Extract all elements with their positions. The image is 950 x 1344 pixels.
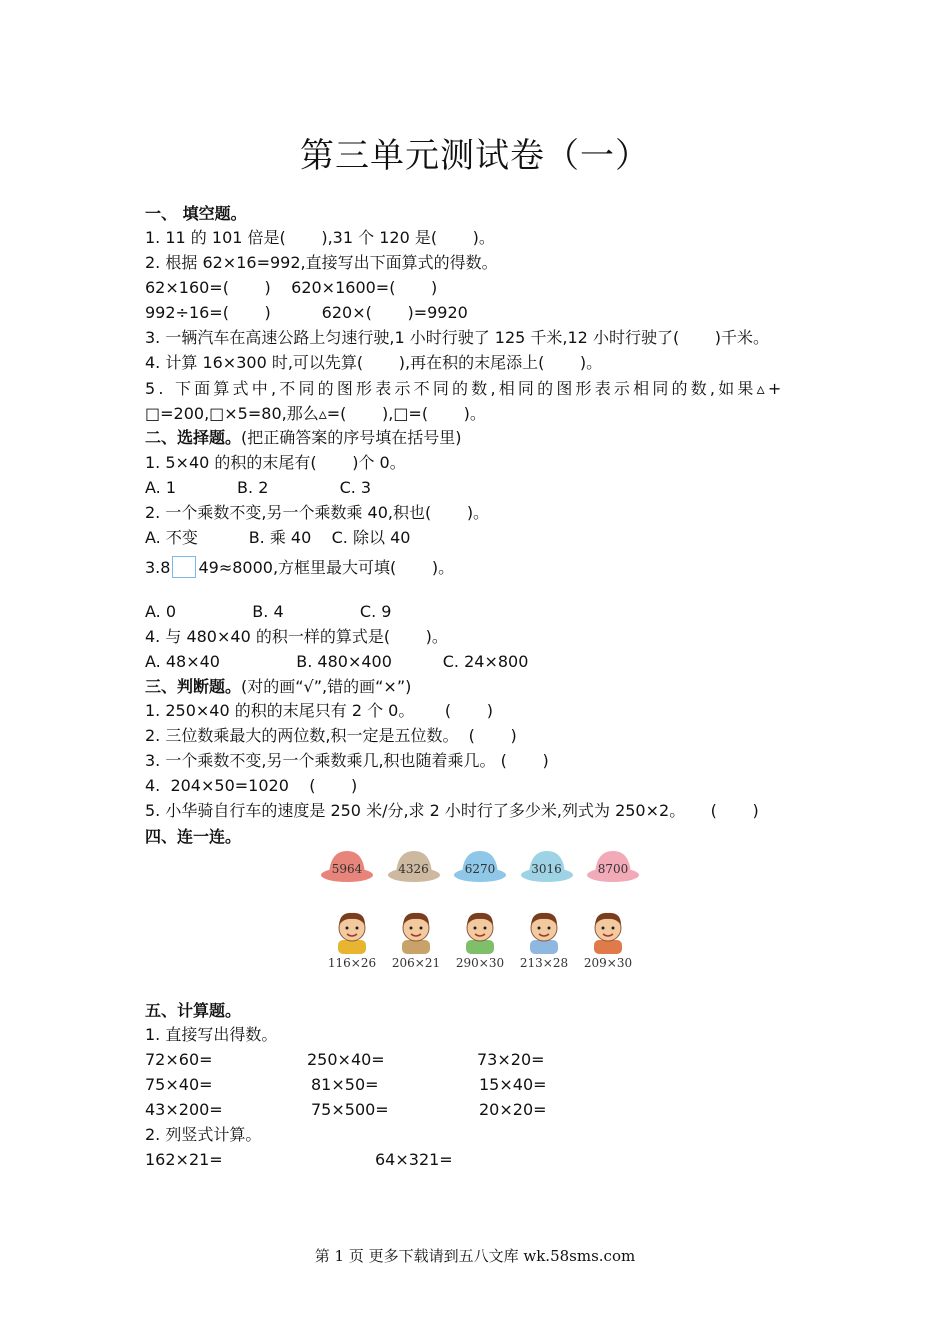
question-part: 3.8 [145, 558, 171, 577]
calc-item: 43×200= [145, 1100, 223, 1119]
kid-shirt [466, 940, 494, 954]
hat-item [520, 845, 574, 885]
kid-expression: 290×30 [455, 956, 505, 970]
kid-expression: 213×28 [519, 956, 569, 970]
section-heading-note: (对的画“√”,错的画“×”) [241, 677, 412, 696]
question-line: 3. 一辆汽车在高速公路上匀速行驶,1 小时行驶了 125 千米,12 小时行驶了( )千米。 [145, 328, 770, 347]
question-line: 1. 250×40 的积的末尾只有 2 个 0。 ( ) [145, 701, 493, 720]
kid-item [320, 908, 384, 976]
hat-number: 6270 [464, 862, 496, 876]
options-line: A. 0 B. 4 C. 9 [145, 602, 392, 621]
kid-item [448, 908, 512, 976]
section-heading-label: 二、选择题。 [145, 428, 242, 447]
question-line: 4. 计算 16×300 时,可以先算( ),再在积的末尾添上( )。 [145, 353, 603, 372]
section-heading-judge [145, 676, 411, 698]
hat-item [453, 845, 507, 885]
kid-expression: 209×30 [583, 956, 633, 970]
vertical-calc-item: 64×321= [375, 1150, 453, 1169]
question-line: 62×160=( ) 620×1600=( ) [145, 278, 438, 297]
section-heading-choice [145, 427, 462, 449]
section-heading-match: 四、连一连。 [145, 827, 242, 846]
hat-item [320, 845, 374, 885]
question-line: □=200,□×5=80,那么▵=( ),□=( )。 [145, 404, 486, 423]
calc-item: 72×60= [145, 1050, 213, 1069]
hat-row [320, 845, 640, 890]
kid-expression: 206×21 [391, 956, 441, 970]
options-line: A. 1 B. 2 C. 3 [145, 478, 372, 497]
hat-number: 5964 [331, 862, 363, 876]
kid-shirt [338, 940, 366, 954]
kid-row [320, 908, 640, 976]
options-line: A. 48×40 B. 480×400 C. 24×800 [145, 652, 529, 671]
calc-item: 81×50= [311, 1075, 379, 1094]
kid-item [576, 908, 640, 976]
question-line: 992÷16=( ) 620×( )=9920 [145, 303, 468, 322]
question-line: 4. 与 480×40 的积一样的算式是( )。 [145, 627, 448, 646]
question-line: 1. 5×40 的积的末尾有( )个 0。 [145, 453, 406, 472]
kid-shirt [402, 940, 430, 954]
question-line: 4. 204×50=1020 ( ) [145, 776, 358, 795]
kid-shirt [594, 940, 622, 954]
answer-box [172, 556, 196, 578]
hat-number: 4326 [398, 862, 429, 876]
page-title: 第三单元测试卷（一） [300, 136, 650, 176]
hat-number: 8700 [597, 862, 629, 876]
calc-item: 250×40= [307, 1050, 385, 1069]
kid-expression: 116×26 [327, 956, 377, 970]
hat-item [387, 845, 441, 885]
section-heading-calc: 五、计算题。 [145, 1001, 242, 1020]
section-heading-note: (把正确答案的序号填在括号里) [241, 428, 462, 447]
question-line: 1. 11 的 101 倍是( ),31 个 120 是( )。 [145, 228, 495, 247]
question-line: 2. 一个乘数不变,另一个乘数乘 40,积也( )。 [145, 503, 490, 522]
sub-heading: 1. 直接写出得数。 [145, 1025, 278, 1044]
kid-item [512, 908, 576, 976]
calc-item: 75×500= [311, 1100, 389, 1119]
options-line: A. 不变 B. 乘 40 C. 除以 40 [145, 528, 411, 547]
question-line: 2. 三位数乘最大的两位数,积一定是五位数。 ( ) [145, 726, 517, 745]
calc-item: 15×40= [479, 1075, 547, 1094]
section-heading-fill-blank: 一、 填空题。 [145, 204, 247, 223]
calc-item: 73×20= [477, 1050, 545, 1069]
vertical-calc-item: 162×21= [145, 1150, 223, 1169]
kid-shirt [530, 940, 558, 954]
question-line: 2. 根据 62×16=992,直接写出下面算式的得数。 [145, 253, 498, 272]
sub-heading: 2. 列竖式计算。 [145, 1125, 262, 1144]
question-line: 3. 一个乘数不变,另一个乘数乘几,积也随着乘几。 ( ) [145, 751, 549, 770]
question-line [145, 556, 454, 579]
section-heading-label: 三、判断题。 [145, 677, 242, 696]
hat-number: 3016 [531, 862, 562, 876]
question-line: 5. 小华骑自行车的速度是 250 米/分,求 2 小时行了多少米,列式为 250×2。 ( ) [145, 801, 759, 820]
page-footer: 第 1 页 更多下载请到五八文库 wk.58sms.com [314, 1247, 636, 1265]
question-part: 49≈8000,方框里最大可填( )。 [198, 558, 455, 577]
question-line: 5. 下面算式中,不同的图形表示不同的数,相同的图形表示相同的数,如果▵+ [145, 379, 785, 398]
calc-item: 20×20= [479, 1100, 547, 1119]
hat-item [586, 845, 640, 885]
kid-item [384, 908, 448, 976]
calc-item: 75×40= [145, 1075, 213, 1094]
